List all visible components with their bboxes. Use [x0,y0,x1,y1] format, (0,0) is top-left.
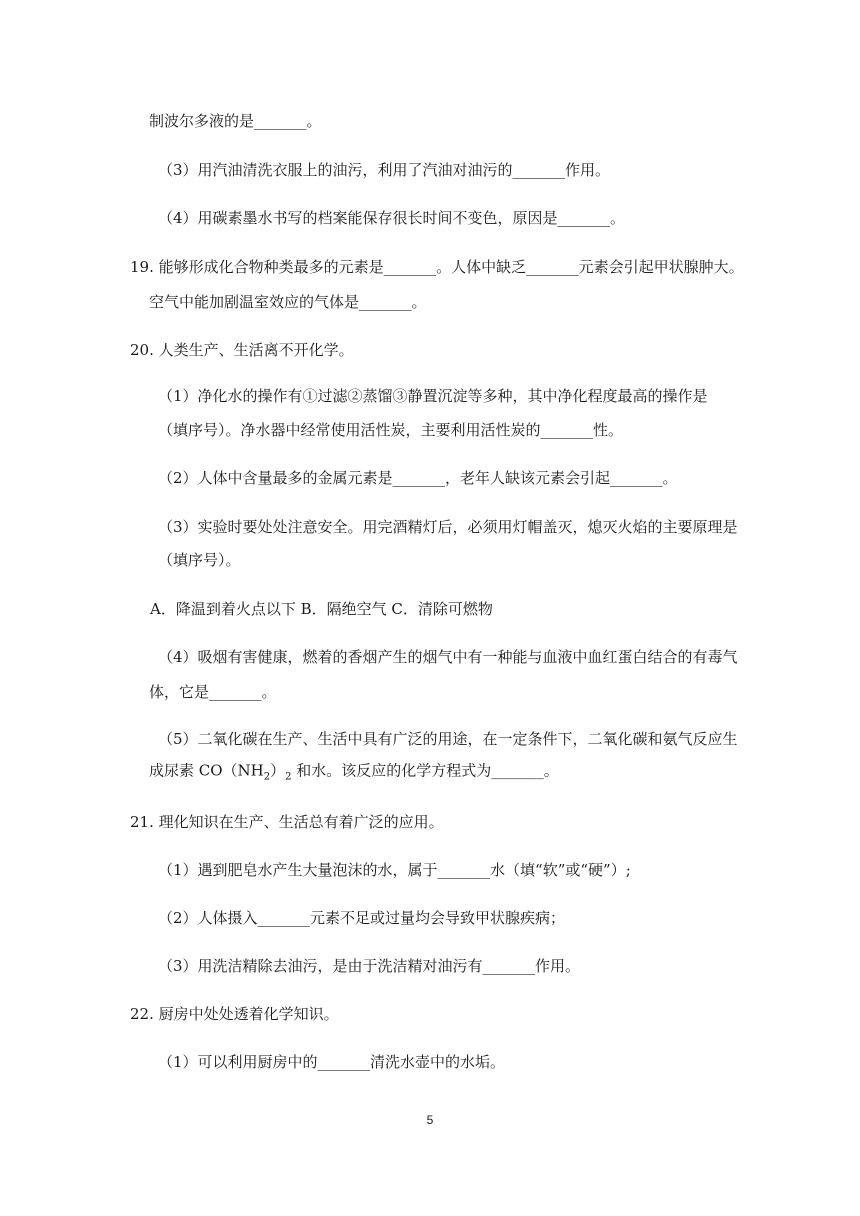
subscript: 2 [263,771,271,783]
question-22-heading: 22. 厨房中处处透着化学知识。 [130,1005,339,1023]
text-line: （填序号）。净水器中经常使用活性炭，主要利用活性炭的_______性。 [158,421,624,439]
text-line: （4）用碳素墨水书写的档案能保存很长时间不变色，原因是_______。 [158,209,626,227]
text-line: 制波尔多液的是_______。 [149,112,322,130]
formula-bracket: ） [270,761,286,780]
subscript: 2 [285,771,292,783]
chemical-formula-line [149,761,559,788]
text-line: （3）用汽油清洗衣服上的油污，利用了汽油对油污的_______作用。 [158,161,611,179]
formula-text-after: 和水。该反应的化学方程式为_______。 [291,761,559,780]
text-line: 体，它是_______。 [149,683,277,701]
text-line: （2）人体摄入_______元素不足或过量均会导致甲状腺疾病； [158,909,566,927]
text-line: （2）人体中含量最多的金属元素是_______，老年人缺该元素会引起_______。 [158,469,678,487]
text-line: （1）可以利用厨房中的_______清洗水壶中的水垢。 [158,1053,506,1071]
question-21-heading: 21. 理化知识在生产、生活总有着广泛的应用。 [130,813,444,831]
text-line: （3）实验时要处处注意安全。用完酒精灯后，必须用灯帽盖灭，熄灭火焰的主要原理是 [158,518,738,536]
formula-text-before: 成尿素 CO（NH [149,761,264,780]
text-line: （填序号）。 [158,551,241,569]
text-line: （4）吸烟有害健康，燃着的香烟产生的烟气中有一种能与血液中血红蛋白结合的有毒气 [158,648,738,666]
question-19-line: 19. 能够形成化合物种类最多的元素是_______。人体中缺乏_______元素会引起甲状腺肿大。 [130,258,744,276]
text-line: 空气中能加剧温室效应的气体是_______。 [149,293,427,311]
page-number: 5 [426,1113,434,1127]
text-line: （5）二氧化碳在生产、生活中具有广泛的用途，在一定条件下，二氧化碳和氨气反应生 [158,730,738,748]
question-20-heading: 20. 人类生产、生活离不开化学。 [130,341,354,359]
text-line: （3）用洗洁精除去油污，是由于洗洁精对油污有_______作用。 [158,957,581,975]
text-line: （1）净化水的操作有①过滤②蒸馏③静置沉淀等多种，其中净化程度最高的操作是 [158,387,708,405]
text-line: （1）遇到肥皂水产生大量泡沫的水，属于_______水（填“软”或“硬”）; [158,861,631,879]
answer-options: A．降温到着火点以下 B．隔绝空气 C．清除可燃物 [150,600,493,618]
